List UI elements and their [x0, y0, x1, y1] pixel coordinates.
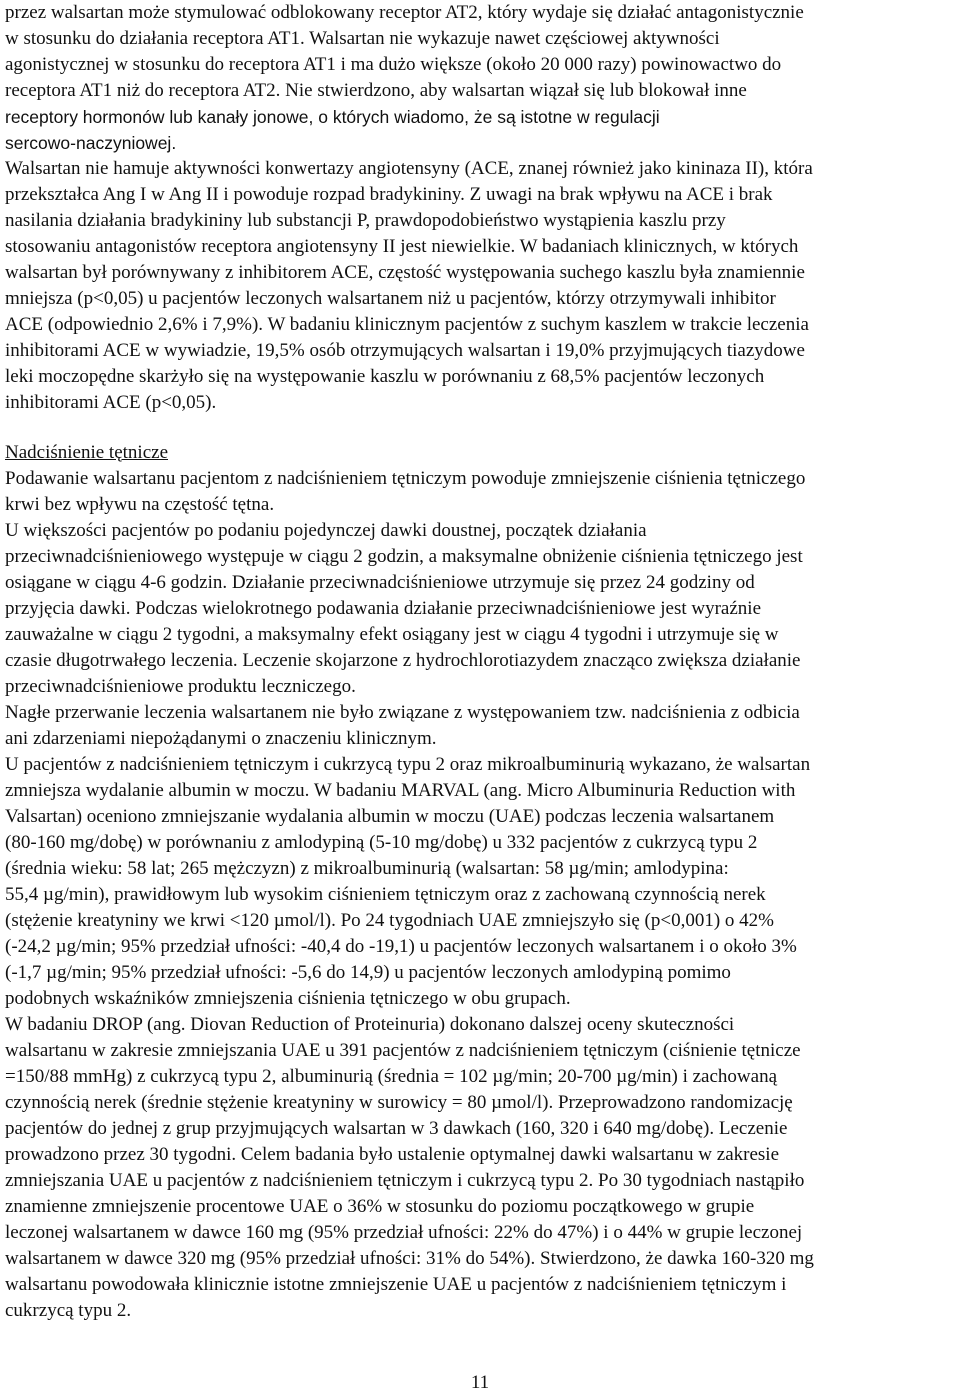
text-line: sercowo-naczyniowej.: [5, 133, 177, 153]
text-line: znamienne zmniejszenie procentowe UAE o 36% w stosunku do poziomu początkowego w grupie: [5, 1196, 755, 1217]
text-line: Podawanie walsartanu pacjentom z nadciśnieniem tętniczym powoduje zmniejszenie ciśnienia tętniczego: [5, 468, 806, 489]
text-line: W badaniu DROP (ang. Diovan Reduction of Proteinuria) dokonano dalszej oceny skuteczności: [5, 1014, 735, 1035]
text-line: (-24,2 µg/min; 95% przedział ufności: -40,4 do -19,1) u pacjentów leczonych walsartanem i o około 3%: [5, 936, 797, 957]
text-line: czasie długotrwałego leczenia. Leczenie skojarzone z hydrochlorotiazydem znacząco zwiększa działanie: [5, 650, 801, 671]
text-line: zmniejsza wydalanie albumin w moczu. W badaniu MARVAL (ang. Micro Albuminuria Reduction with: [5, 780, 796, 801]
text-line: Nagłe przerwanie leczenia walsartanem nie było związane z występowaniem tzw. nadciśnienia z odbicia: [5, 702, 800, 723]
text-line: (średnia wieku: 58 lat; 265 mężczyzn) z mikroalbuminurią (walsartan: 58 µg/min; amlodypina:: [5, 858, 729, 879]
section-heading: Nadciśnienie tętnicze: [5, 442, 169, 463]
text-line: krwi bez wpływu na częstość tętna.: [5, 494, 275, 515]
text-line: przekształca Ang I w Ang II i powoduje rozpad bradykininy. Z uwagi na brak wpływu na ACE i brak: [5, 184, 773, 205]
text-line: zmniejszania UAE u pacjentów z nadciśnieniem tętniczym i cukrzycą typu 2. Po 30 tygodniach nastąpiło: [5, 1170, 805, 1191]
text-line: inhibitorami ACE (p<0,05).: [5, 392, 217, 413]
text-line: receptory hormonów lub kanały jonowe, o których wiadomo, że są istotne w regulacji: [5, 107, 660, 127]
text-line: prowadzono przez 30 tygodni. Celem badania było ustalenie optymalnej dawki walsartanu w zakresie: [5, 1144, 779, 1165]
text-line: Walsartan nie hamuje aktywności konwertazy angiotensyny (ACE, znanej również jako kininaza II), która: [5, 158, 813, 179]
page-number: 11: [470, 1372, 490, 1393]
text-line: =150/88 mmHg) z cukrzycą typu 2, albuminurią (średnia = 102 µg/min; 20-700 µg/min) i zachowaną: [5, 1066, 778, 1087]
text-line: Valsartan) oceniono zmniejszanie wydalania albumin w moczu (UAE) podczas leczenia walsartanem: [5, 806, 775, 827]
text-line: podobnych wskaźników zmniejszenia ciśnienia tętniczego w obu grupach.: [5, 988, 571, 1009]
text-line: (stężenie kreatyniny we krwi <120 µmol/l). Po 24 tygodniach UAE zmniejszyło się (p<0,001) o 42%: [5, 910, 774, 931]
text-line: cukrzycą typu 2.: [5, 1300, 132, 1321]
text-line: przeciwnadciśnieniowe produktu leczniczego.: [5, 676, 356, 697]
text-line: 55,4 µg/min), prawidłowym lub wysokim ciśnieniem tętniczym oraz z zachowaną czynnością nerek: [5, 884, 766, 905]
text-line: (80-160 mg/dobę) w porównaniu z amlodypiną (5-10 mg/dobę) u 332 pacjentów z cukrzycą typu 2: [5, 832, 758, 853]
text-line: w stosunku do działania receptora AT1. Walsartan nie wykazuje nawet częściowej aktywności: [5, 28, 720, 49]
text-line: agonistycznej w stosunku do receptora AT1 i ma dużo większe (około 20 000 razy) powinowactwo do: [5, 54, 782, 75]
text-line: walsartanu powodowała klinicznie istotne zmniejszenie UAE u pacjentów z nadciśnieniem tętniczym i: [5, 1274, 787, 1295]
text-line: U pacjentów z nadciśnieniem tętniczym i cukrzycą typu 2 oraz mikroalbuminurią wykazano, że walsartan: [5, 754, 811, 775]
text-line: walsartanu w zakresie zmniejszania UAE u 391 pacjentów z nadciśnieniem tętniczym (ciśnienie tętnicze: [5, 1040, 801, 1061]
text-line: osiągane w ciągu 4-6 godzin. Działanie przeciwnadciśnieniowe utrzymuje się przez 24 godziny od: [5, 572, 755, 593]
text-line: przyjęcia dawki. Podczas wielokrotnego podawania działanie przeciwnadciśnieniowe jest wyraźnie: [5, 598, 762, 619]
text-line: (-1,7 µg/min; 95% przedział ufności: -5,6 do 14,9) u pacjentów leczonych amlodypiną pomimo: [5, 962, 731, 983]
text-line: zauważalne w ciągu 2 tygodni, a maksymalny efekt osiągany jest w ciągu 4 tygodni i utrzymuje się w: [5, 624, 779, 645]
text-line: leczonej walsartanem w dawce 160 mg (95% przedział ufności: 22% do 47%) i o 44% w grupie leczonej: [5, 1222, 803, 1243]
text-line: inhibitorami ACE w wywiadzie, 19,5% osób otrzymujących walsartan i 19,0% przyjmujących tiazydowe: [5, 340, 805, 361]
text-line: walsartan był porównywany z inhibitorem ACE, częstość występowania suchego kaszlu była znamiennie: [5, 262, 805, 283]
text-line: pacjentów do jednej z grup przyjmujących walsartan w 3 dawkach (160, 320 i 640 mg/dobę). Leczenie: [5, 1118, 788, 1139]
text-line: czynnością nerek (średnie stężenie kreatyniny w surowicy = 80 µmol/l). Przeprowadzono randomizację: [5, 1092, 793, 1113]
text-line: leki moczopędne skarżyło się na występowanie kaszlu w porównaniu z 68,5% pacjentów leczonych: [5, 366, 765, 387]
text-line: mniejsza (p<0,05) u pacjentów leczonych walsartanem niż u pacjentów, którzy otrzymywali inhibitor: [5, 288, 776, 309]
text-line: U większości pacjentów po podaniu pojedynczej dawki doustnej, początek działania: [5, 520, 647, 541]
text-line: receptora AT1 niż do receptora AT2. Nie stwierdzono, aby walsartan wiązał się lub blokował inne: [5, 80, 747, 101]
text-line: ACE (odpowiednio 2,6% i 7,9%). W badaniu klinicznym pacjentów z suchym kaszlem w trakcie leczenia: [5, 314, 809, 335]
text-line: walsartanem w dawce 320 mg (95% przedział ufności: 31% do 54%). Stwierdzono, że dawka 160-320 mg: [5, 1248, 814, 1269]
text-line: nasilania działania bradykininy lub substancji P, prawdopodobieństwo wystąpienia kaszlu przy: [5, 210, 726, 231]
text-line: przez walsartan może stymulować odblokowany receptor AT2, który wydaje się działać antagonistycznie: [5, 2, 804, 23]
text-line: stosowaniu antagonistów receptora angiotensyny II jest niewielkie. W badaniach klinicznych, w których: [5, 236, 799, 257]
text-line: ani zdarzeniami niepożądanymi o znaczeniu klinicznym.: [5, 728, 437, 749]
text-line: przeciwnadciśnieniowego występuje w ciągu 2 godzin, a maksymalne obniżenie ciśnienia tętniczego jest: [5, 546, 803, 567]
